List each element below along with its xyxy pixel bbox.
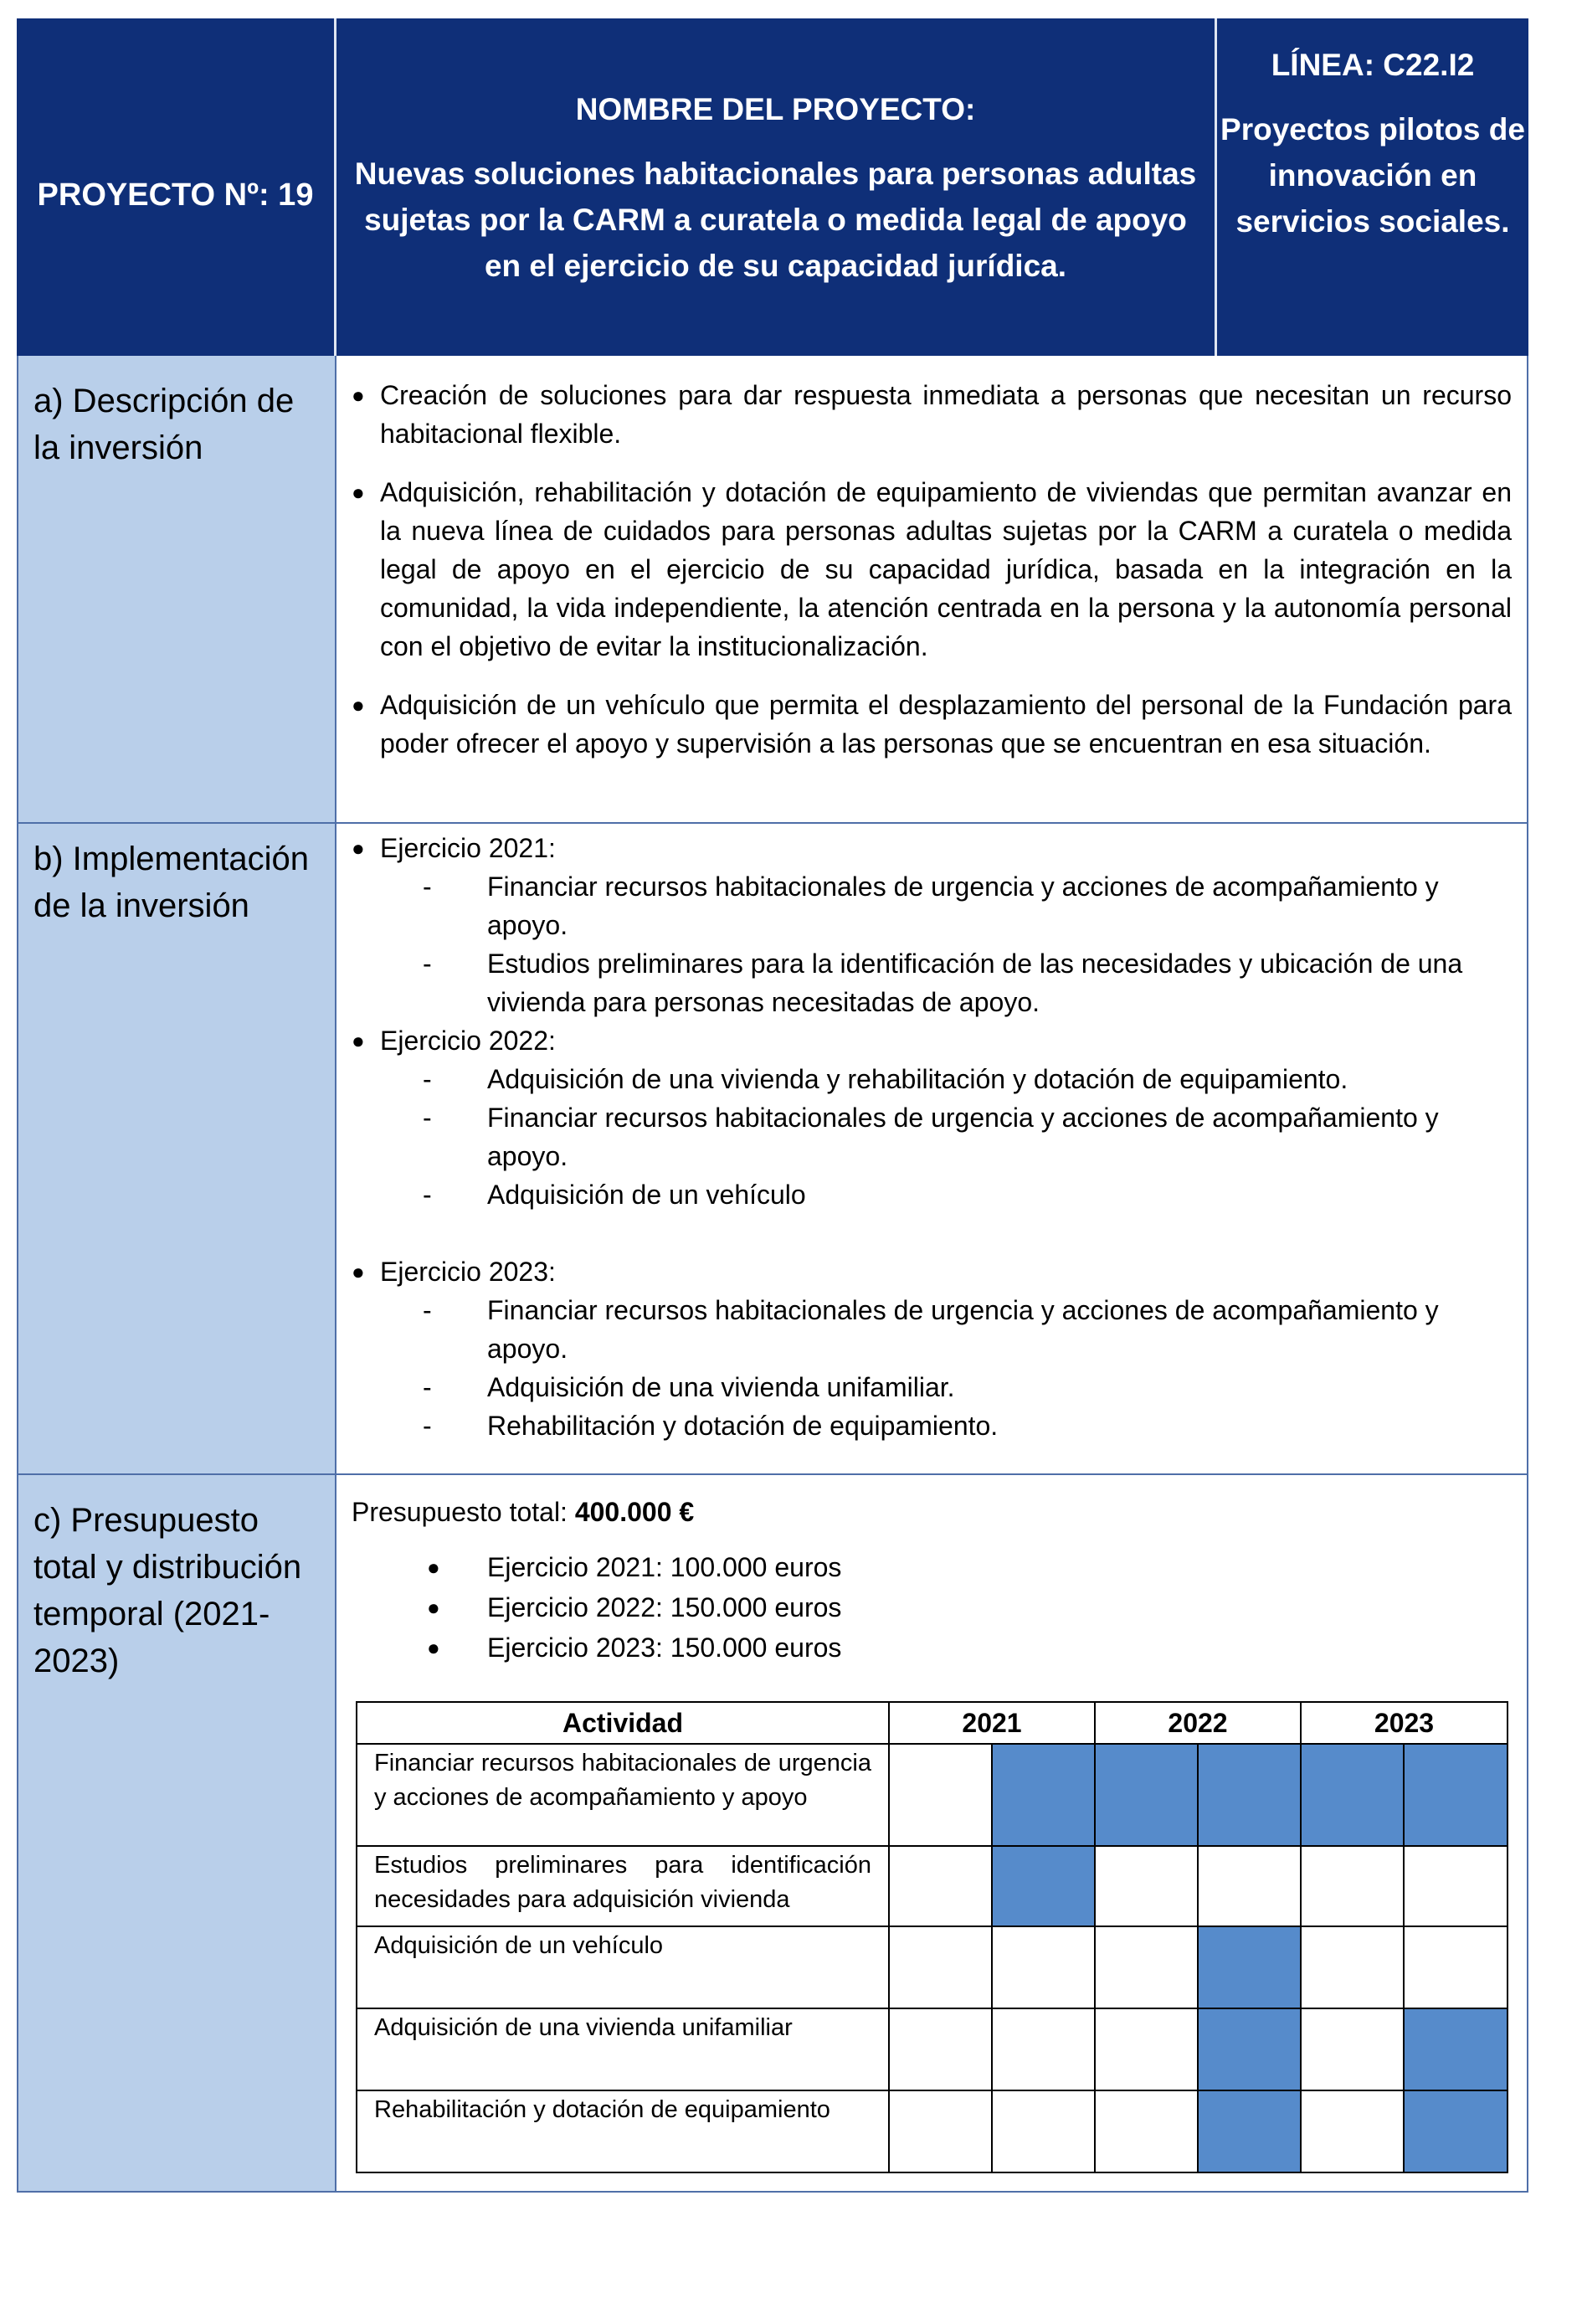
schedule-cell-empty: [992, 2090, 1095, 2172]
bullet-icon: ●: [352, 836, 365, 861]
activity-cell: Rehabilitación y dotación de equipamiento: [357, 2090, 889, 2172]
list-item: - Financiar recursos habitacionales de urgencia y acciones de acompañamiento y apoyo.: [423, 1103, 1439, 1171]
section-budget: [17, 1475, 1528, 2193]
list-item: - Adquisición de un vehículo: [423, 1180, 806, 1210]
project-line-title: LÍNEA: C22.I2: [1271, 48, 1475, 82]
table-row: [357, 1744, 1508, 1846]
schedule-cell-empty: [1198, 1846, 1301, 1926]
table-header-row: [357, 1702, 1508, 1744]
schedule-cell-empty: [1301, 2008, 1404, 2090]
bullet-icon: ●: [352, 480, 365, 505]
year-heading-2021: ● Ejercicio 2021:: [352, 829, 1512, 867]
schedule-cell-empty: [992, 1926, 1095, 2008]
project-name-title: NOMBRE DEL PROYECTO:: [575, 91, 976, 126]
project-line-cell: [1217, 18, 1528, 356]
year-heading-2022: ● Ejercicio 2022:: [352, 1021, 1512, 1060]
list-item: - Adquisición de una vivienda y rehabilitación y dotación de equipamiento.: [423, 1064, 1348, 1094]
bullet-icon: ●: [427, 1635, 440, 1660]
list-item: - Financiar recursos habitacionales de urgencia y acciones de acompañamiento y apoyo.: [423, 1295, 1439, 1364]
activity-cell: Adquisición de una vivienda unifamiliar: [357, 2008, 889, 2090]
schedule-cell-active: [1404, 2090, 1508, 2172]
schedule-cell-empty: [1095, 2008, 1198, 2090]
project-name-cell: [336, 18, 1217, 356]
schedule-cell-active: [1198, 2090, 1301, 2172]
schedule-cell-active: [1198, 1926, 1301, 2008]
activity-cell: Adquisición de un vehículo: [357, 1926, 889, 2008]
table-header-2021: 2021: [889, 1702, 1095, 1744]
bullet-icon: ●: [352, 383, 365, 408]
table-row: [357, 2008, 1508, 2090]
list-item: - Financiar recursos habitacionales de urgencia y acciones de acompañamiento y apoyo.: [423, 872, 1439, 940]
schedule-cell-active: [1198, 2008, 1301, 2090]
list-item: - Estudios preliminares para la identificación de las necesidades y ubicación de una vivienda para personas necesitadas de apoyo.: [423, 949, 1463, 1017]
table-row: [357, 2090, 1508, 2172]
section-description-content: [336, 356, 1528, 822]
description-bullet: ● Adquisición de un vehículo que permita el desplazamiento del personal de la Fundación para poder ofrecer el apoyo y supervisión a las personas que se encuentran en esa situación.: [352, 686, 1512, 763]
table-row: [357, 1846, 1508, 1926]
budget-list: [352, 1547, 1512, 1668]
budget-total-value: 400.000 €: [574, 1497, 695, 1527]
bullet-icon: ●: [427, 1555, 440, 1580]
activity-cell: Financiar recursos habitacionales de urgencia y acciones de acompañamiento y apoyo: [357, 1744, 889, 1846]
schedule-cell-empty: [1404, 1846, 1508, 1926]
table-header-activity: Actividad: [357, 1702, 889, 1744]
schedule-cell-active: [992, 1744, 1095, 1846]
bullet-icon: ●: [352, 1259, 365, 1284]
table-body: [357, 1744, 1508, 2172]
section-description: [17, 356, 1528, 824]
list-item: ● Ejercicio 2021: 100.000 euros: [352, 1547, 1512, 1587]
table-header-2022: 2022: [1095, 1702, 1301, 1744]
section-description-label: a) Descripción de la inversión: [17, 356, 336, 822]
activity-cell: Estudios preliminares para identificación necesidades para adquisición vivienda: [357, 1846, 889, 1926]
section-budget-label: c) Presupuesto total y distribución temporal (2021-2023): [17, 1475, 336, 2191]
description-bullet: ● Creación de soluciones para dar respuesta inmediata a personas que necesitan un recurso habitacional flexible.: [352, 376, 1512, 453]
schedule-cell-empty: [1301, 2090, 1404, 2172]
schedule-cell-empty: [1404, 1926, 1508, 2008]
project-line-text: Proyectos pilotos de innovación en servicios sociales.: [1220, 112, 1525, 239]
list-item: ● Ejercicio 2022: 150.000 euros: [352, 1587, 1512, 1627]
schedule-cell-active: [1301, 1744, 1404, 1846]
schedule-cell-active: [1095, 1744, 1198, 1846]
section-implementation: [17, 824, 1528, 1475]
section-implementation-label: b) Implementación de la inversión: [17, 824, 336, 1473]
bullet-icon: ●: [352, 1028, 365, 1053]
schedule-cell-empty: [1301, 1926, 1404, 2008]
project-number: PROYECTO Nº: 19: [17, 18, 336, 356]
schedule-cell-empty: [889, 2090, 992, 2172]
schedule-cell-empty: [1095, 1926, 1198, 2008]
list-item: - Adquisición de una vivienda unifamiliar.: [423, 1372, 955, 1402]
schedule-cell-empty: [889, 1926, 992, 2008]
list-item: ● Ejercicio 2023: 150.000 euros: [352, 1627, 1512, 1668]
schedule-cell-empty: [1301, 1846, 1404, 1926]
schedule-cell-active: [992, 1846, 1095, 1926]
project-header: [17, 18, 1528, 356]
project-name-text: Nuevas soluciones habitacionales para personas adultas sujetas por la CARM a curatela o medida legal de apoyo en el ejercicio de su capacidad jurídica.: [354, 156, 1197, 283]
budget-total: Presupuesto total: 400.000 €: [352, 1497, 695, 1527]
schedule-cell-empty: [889, 1744, 992, 1846]
schedule-cell-empty: [889, 2008, 992, 2090]
year-heading-2023: ● Ejercicio 2023:: [352, 1252, 1512, 1291]
bullet-icon: ●: [352, 692, 365, 717]
schedule-cell-active: [1198, 1744, 1301, 1846]
description-bullet: ● Adquisición, rehabilitación y dotación de equipamiento de viviendas que permitan avanzar en la nueva línea de cuidados para personas adultas sujetas por la CARM a curatela o medida legal de apoyo en el ejercicio de su capacidad jurídica, basada en la integración en la comunidad, la vida independiente, la atención centrada en la persona y la autonomía personal con el objetivo de evitar la institucionalización.: [352, 473, 1512, 666]
list-item: - Rehabilitación y dotación de equipamiento.: [423, 1411, 999, 1441]
activity-schedule-table: [356, 1701, 1508, 2173]
table-row: [357, 1926, 1508, 2008]
schedule-cell-empty: [1095, 1846, 1198, 1926]
project-sheet: [17, 18, 1528, 2193]
schedule-cell-active: [1404, 1744, 1508, 1846]
table-header-2023: 2023: [1301, 1702, 1508, 1744]
bullet-icon: ●: [427, 1595, 440, 1620]
schedule-cell-empty: [889, 1846, 992, 1926]
section-budget-content: [336, 1475, 1528, 2191]
schedule-cell-empty: [1095, 2090, 1198, 2172]
section-implementation-content: [336, 824, 1528, 1473]
schedule-cell-empty: [992, 2008, 1095, 2090]
schedule-cell-active: [1404, 2008, 1508, 2090]
